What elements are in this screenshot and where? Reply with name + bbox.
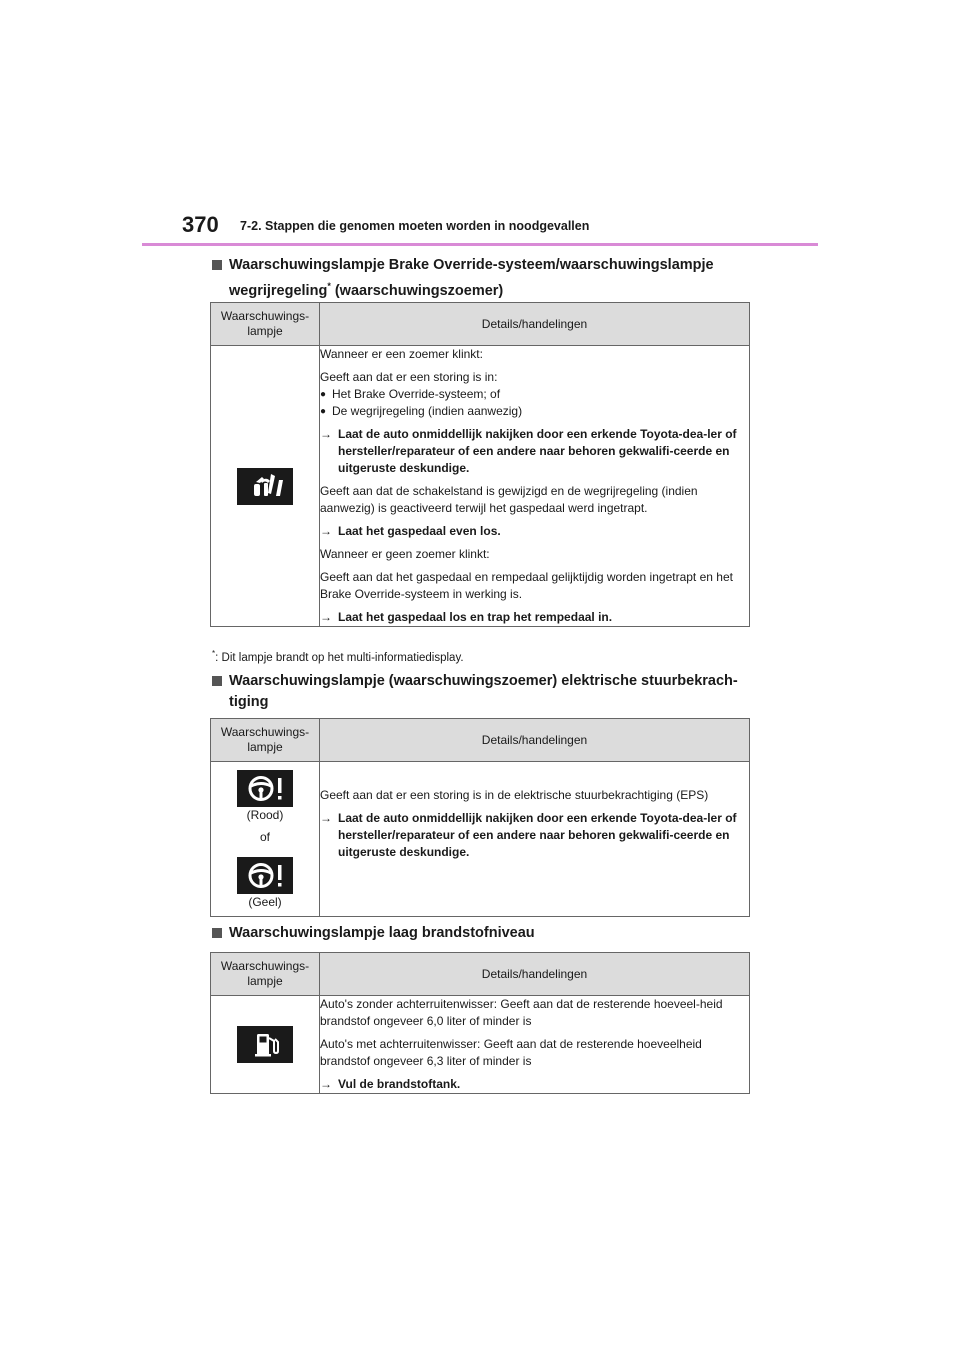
action-item: → Laat de auto onmiddellijk nakijken door een erkende Toyota-dea-ler of hersteller/reparateur of een andere naar behoren gekwalifi-ceerde en uitgeruste deskundige. bbox=[320, 811, 737, 859]
warning-table-brake-override bbox=[210, 302, 750, 627]
section-heading-fuel: Waarschuwingslampje laag brandstofniveau bbox=[212, 923, 772, 944]
label-red: (Rood) bbox=[246, 808, 284, 822]
square-bullet-icon bbox=[212, 260, 222, 270]
page-number: 370 bbox=[182, 212, 219, 237]
arrow-icon: → bbox=[320, 1077, 332, 1091]
chapter-title: 7-2. Stappen die genomen moeten worden in noodgevallen bbox=[240, 219, 590, 233]
table-row bbox=[211, 996, 750, 1094]
lamp-cell bbox=[211, 346, 320, 627]
action-item: → Laat de auto onmiddellijk nakijken door een erkende Toyota-dea-ler of hersteller/reparateur of een andere naar behoren gekwalifi-ceerde en uitgeruste deskundige. bbox=[320, 427, 737, 475]
table-header-row bbox=[211, 719, 750, 762]
col-header-details: Details/handelingen bbox=[320, 303, 750, 346]
arrow-icon: → bbox=[320, 524, 332, 538]
lamp-cell bbox=[211, 762, 320, 917]
square-bullet-icon bbox=[212, 928, 222, 938]
footnote: *: Dit lampje brandt op het multi-informatiedisplay. bbox=[212, 649, 464, 664]
details-cell: Geeft aan dat er een storing is in de elektrische stuurbekrachtiging (EPS) → Laat de auto onmiddellijk nakijken door een erkende Toyota-dea-ler of hersteller/reparateur of een andere naar behoren gekwalifi-ceerde en uitgeruste deskundige. bbox=[320, 762, 750, 917]
col-header-lamp: Waarschuwings- lampje bbox=[211, 719, 320, 762]
arrow-icon: → bbox=[320, 427, 332, 441]
header-rule bbox=[142, 243, 818, 246]
steering-warning-icon-yellow bbox=[237, 857, 293, 894]
section-heading-brake-override: Waarschuwingslampje Brake Override-systeem/waarschuwingslampje wegrijregeling* (waarschuwingszoemer) bbox=[212, 255, 772, 302]
col-header-lamp: Waarschuwings- lampje bbox=[211, 953, 320, 996]
label-yellow: (Geel) bbox=[248, 895, 282, 909]
details-cell: Auto's zonder achterruitenwisser: Geeft aan dat de resterende hoeveel-heid brandstof ongeveer 6,0 liter of minder is Auto's met achterruitenwisser: Geeft aan dat de resterende hoeveelheid brandstof ongeveer 6,3 liter of minder is → Vul de brandstoftank. bbox=[320, 996, 750, 1094]
section-heading-eps: Waarschuwingslampje (waarschuwingszoemer) elektrische stuurbekrach- tiging bbox=[212, 671, 772, 713]
details-cell: Wanneer er een zoemer klinkt: Geeft aan dat er een storing is in: ● Het Brake Override-systeem; of ● De wegrijregeling (indien aanwezig) → Laat de auto onmiddellijk nakijken door een erkende Toyota-dea-ler of hersteller/reparateur of een andere naar behoren gekwalifi-ceerde en uitgeruste deskundige. Geeft aan dat de schakelstand is gewijzigd en de wegrijregeling (indien aanwezig) is geactiveerd terwijl het gaspedaal werd ingetrapt. → Laat het gaspedaal even los. Wanneer er geen zoemer klinkt: Geeft aan dat het gaspedaal en rempedaal gelijktijdig worden ingetrapt en het Brake Override-systeem in werking is. → Laat het gaspedaal los en trap het rempedaal in. bbox=[320, 346, 750, 627]
table-header-row bbox=[211, 953, 750, 996]
col-header-details: Details/handelingen bbox=[320, 719, 750, 762]
action-item: → Vul de brandstoftank. bbox=[320, 1077, 461, 1091]
action-item: → Laat het gaspedaal even los. bbox=[320, 524, 501, 538]
arrow-icon: → bbox=[320, 811, 332, 825]
fuel-pump-icon bbox=[237, 1026, 293, 1063]
list-item: ● De wegrijregeling (indien aanwezig) bbox=[320, 403, 749, 420]
label-or: of bbox=[259, 830, 270, 844]
lamp-cell bbox=[211, 996, 320, 1094]
action-item: → Laat het gaspedaal los en trap het rempedaal in. bbox=[320, 610, 613, 624]
list-item: ● Het Brake Override-systeem; of bbox=[320, 386, 749, 403]
col-header-lamp: Waarschuwings- lampje bbox=[211, 303, 320, 346]
brake-override-icon bbox=[237, 468, 293, 505]
table-header-row bbox=[211, 303, 750, 346]
warning-table-eps bbox=[210, 718, 750, 917]
square-bullet-icon bbox=[212, 676, 222, 686]
col-header-details: Details/handelingen bbox=[320, 953, 750, 996]
steering-warning-icon-red bbox=[237, 770, 293, 807]
table-row bbox=[211, 346, 750, 627]
warning-table-fuel bbox=[210, 952, 750, 1094]
arrow-icon: → bbox=[320, 610, 332, 624]
table-row bbox=[211, 762, 750, 917]
